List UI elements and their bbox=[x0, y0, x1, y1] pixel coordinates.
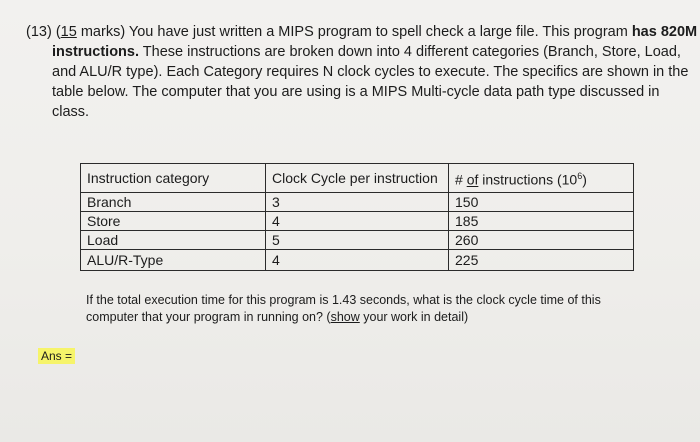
row-category: Branch bbox=[81, 192, 266, 211]
question-line-5: class. bbox=[52, 104, 90, 120]
row-cpi: 4 bbox=[266, 211, 449, 230]
followup-text-start: computer that your program in running on? ( bbox=[86, 310, 331, 324]
header-count-close: ) bbox=[582, 171, 587, 188]
row-count: 185 bbox=[449, 211, 634, 230]
header-count-suffix: instructions (10 bbox=[478, 171, 578, 188]
row-count: 225 bbox=[449, 249, 634, 270]
header-count-prefix: # bbox=[455, 171, 467, 188]
table-row bbox=[81, 230, 634, 249]
question-line-4: table below. The computer that you are using is a MIPS Multi-cycle data path type discussed in bbox=[52, 84, 660, 100]
question-number: (13) bbox=[26, 24, 52, 40]
row-count: 150 bbox=[449, 192, 634, 211]
header-count-of: of bbox=[466, 171, 479, 188]
instruction-table-grid bbox=[80, 163, 634, 271]
row-category: Load bbox=[81, 230, 266, 249]
question-text-1: marks) You have just written a MIPS program to spell check a large file. This program bbox=[76, 24, 632, 40]
table-row bbox=[81, 249, 634, 270]
row-count: 260 bbox=[449, 230, 634, 249]
followup-text-end: your work in detail) bbox=[359, 310, 469, 324]
header-count-exponent: 6 bbox=[577, 171, 583, 181]
row-category: Store bbox=[81, 211, 266, 230]
header-cpi: Clock Cycle per instruction bbox=[266, 164, 449, 193]
followup-show: show bbox=[330, 310, 360, 324]
row-cpi: 4 bbox=[266, 249, 449, 270]
header-category: Instruction category bbox=[81, 164, 266, 193]
row-cpi: 5 bbox=[266, 230, 449, 249]
question-text bbox=[26, 22, 698, 122]
question-line-1 bbox=[26, 22, 698, 42]
instruction-count-bold: has 820M bbox=[631, 24, 698, 40]
instruction-table bbox=[80, 163, 634, 271]
question-text-2: These instructions are broken down into 4 different categories (Branch, Store, Load, bbox=[139, 44, 681, 60]
question-line-3: and ALU/R type). Each Category requires N clock cycles to execute. The specifics are shown in the bbox=[52, 64, 689, 80]
row-category: ALU/R-Type bbox=[81, 249, 266, 270]
table-row bbox=[81, 211, 634, 230]
instructions-bold: instructions. bbox=[52, 44, 140, 60]
followup-line-2 bbox=[86, 309, 656, 326]
table-row bbox=[81, 192, 634, 211]
followup-question bbox=[86, 292, 656, 326]
marks-open: ( bbox=[55, 24, 61, 40]
row-cpi: 3 bbox=[266, 192, 449, 211]
marks-value: 15 bbox=[60, 24, 77, 40]
header-count bbox=[449, 164, 634, 193]
table-header-row bbox=[81, 164, 634, 193]
question-line-2 bbox=[26, 42, 681, 62]
followup-line-1: If the total execution time for this program is 1.43 seconds, what is the clock cycle time of this bbox=[86, 293, 601, 307]
answer-label: Ans = bbox=[38, 348, 75, 364]
